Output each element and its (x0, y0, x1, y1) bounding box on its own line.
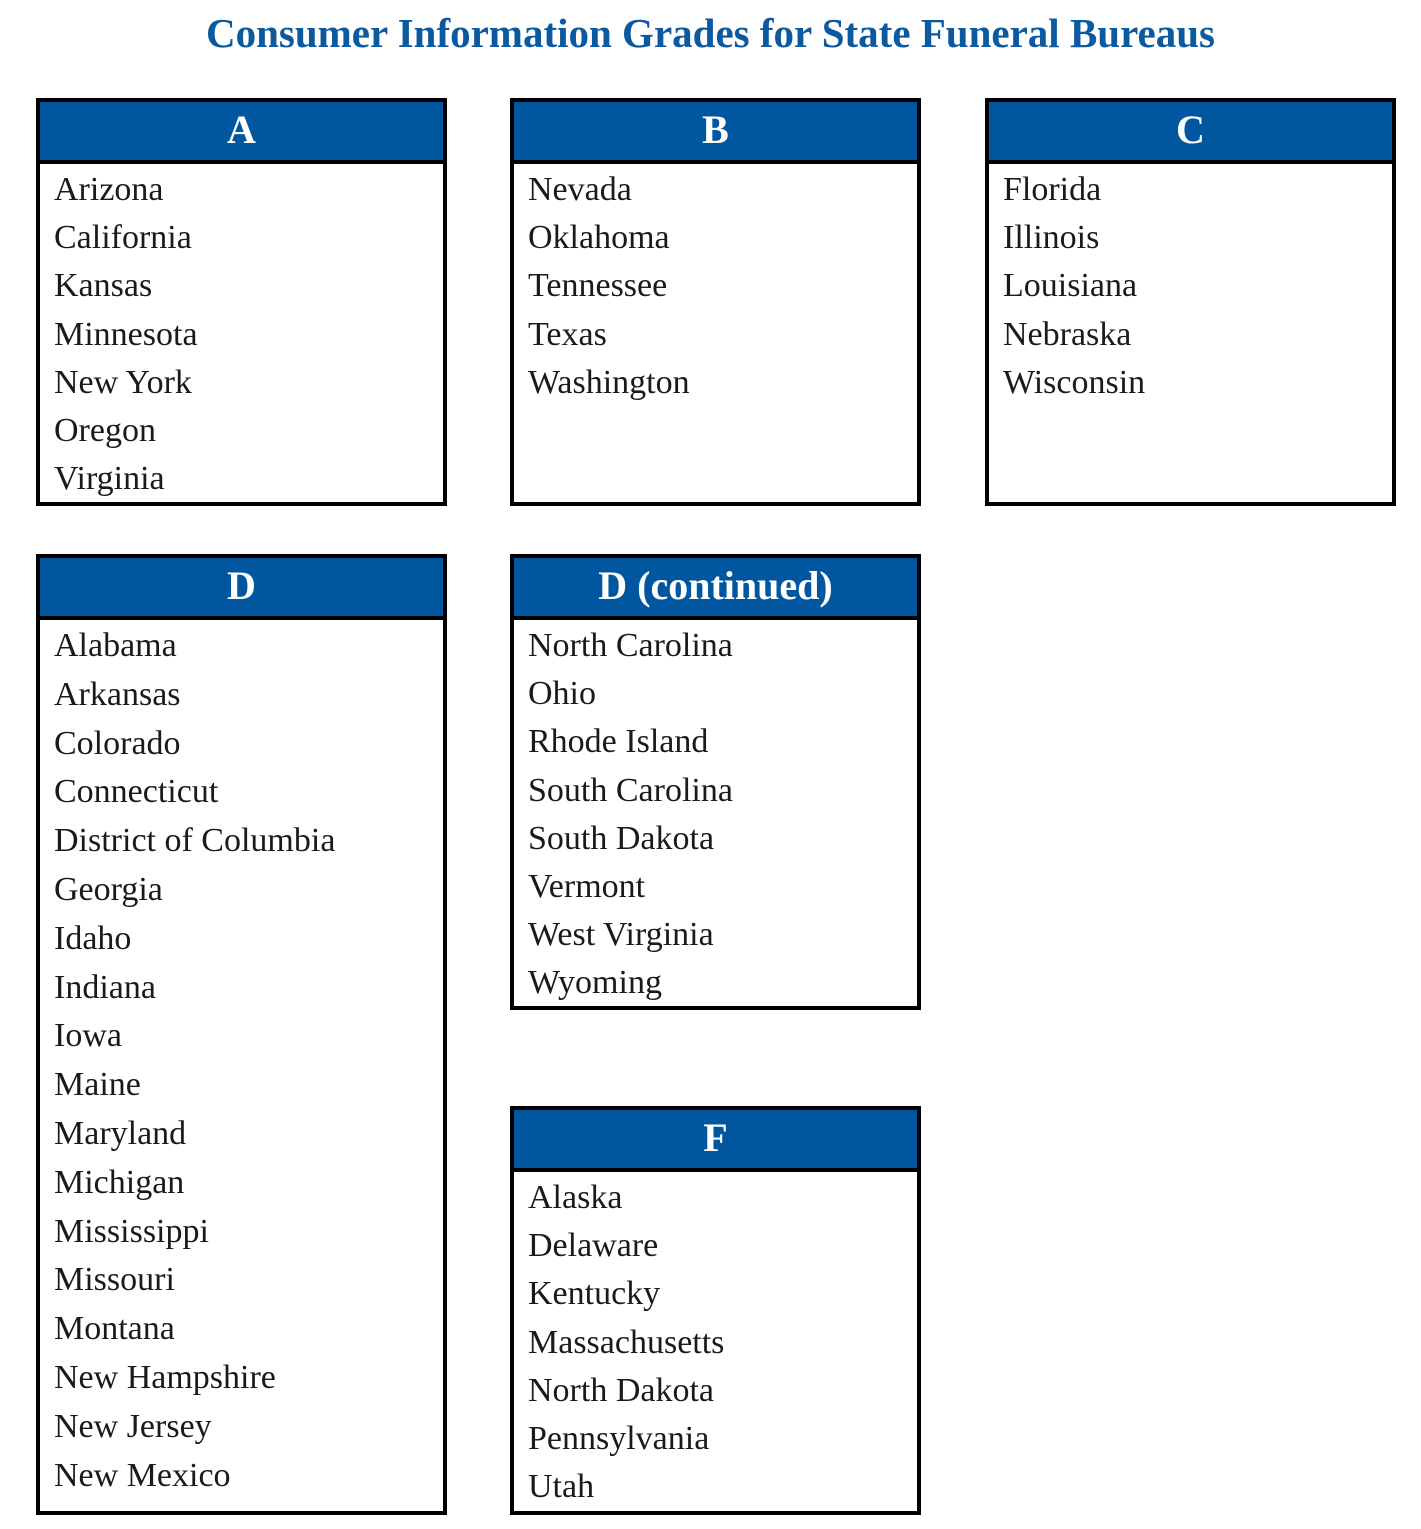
page-title: Consumer Information Grades for State Funeral Bureaus (205, 10, 1216, 56)
grade-a-box (36, 98, 447, 506)
state-list-item: Arizona (54, 171, 164, 208)
state-list-item: Alabama (54, 627, 177, 664)
grade-d-continued-state-list (514, 620, 917, 1008)
grade-f-state-list (514, 1172, 917, 1511)
grade-b-header: B (514, 102, 917, 164)
grade-f-box (510, 1106, 921, 1515)
grade-d-box (36, 554, 447, 1515)
state-list-item: Michigan (54, 1163, 185, 1201)
state-list-item: Nebraska (1003, 315, 1132, 353)
state-list-item: Oregon (54, 412, 156, 450)
state-list-item: Tennessee (528, 267, 668, 305)
grade-d-state-list (40, 620, 443, 1500)
state-list-item: Minnesota (54, 315, 198, 353)
state-list-item: South Dakota (528, 819, 715, 857)
state-list-item: Alaska (528, 1179, 623, 1216)
state-list-item: New Jersey (54, 1407, 212, 1445)
state-list-item: New Hampshire (54, 1358, 276, 1396)
state-list-item: Utah (528, 1468, 595, 1506)
state-list-item: Florida (1003, 171, 1102, 208)
grade-f-header: F (514, 1110, 917, 1172)
state-list-item: Louisiana (1003, 267, 1138, 305)
state-list-item: Oklahoma (528, 219, 670, 257)
state-list-item: Idaho (54, 919, 132, 957)
grade-b-state-list (514, 164, 917, 407)
state-list-item: Massachusetts (528, 1323, 725, 1361)
state-list-item: Nevada (528, 171, 632, 208)
grade-c-box (985, 98, 1396, 506)
state-list-item: Texas (528, 315, 607, 353)
state-list-item: Washington (528, 363, 690, 401)
state-list-item: Rhode Island (528, 723, 709, 761)
state-list-item: California (54, 219, 192, 257)
state-list-item: North Dakota (528, 1371, 715, 1409)
state-list-item: Indiana (54, 968, 156, 1006)
state-list-item: Vermont (528, 868, 646, 906)
state-list-item: Illinois (1003, 219, 1100, 257)
grade-a-state-list (40, 164, 443, 503)
state-list-item: District of Columbia (54, 822, 336, 860)
state-list-item: North Carolina (528, 627, 733, 664)
grade-c-state-list (989, 164, 1392, 407)
state-list-item: New York (54, 363, 192, 401)
grade-a-header: A (40, 102, 443, 164)
state-list-item: Colorado (54, 724, 181, 762)
state-list-item: Georgia (54, 870, 163, 908)
state-list-item: Mississippi (54, 1212, 209, 1250)
state-list-item: Connecticut (54, 773, 219, 811)
state-list-item: Kansas (54, 267, 153, 305)
state-list-item: Arkansas (54, 675, 181, 713)
state-list-item: Maine (54, 1066, 141, 1104)
state-list-item: Wisconsin (1003, 363, 1146, 401)
state-list-item: Maryland (54, 1114, 187, 1152)
state-list-item: Wyoming (528, 964, 662, 1002)
state-list-item: Kentucky (528, 1275, 661, 1313)
state-list-item: Virginia (54, 460, 165, 498)
grade-c-header: C (989, 102, 1392, 164)
state-list-item: West Virginia (528, 916, 714, 954)
grade-d-continued-header: D (continued) (514, 558, 917, 620)
grade-d-continued-box (510, 554, 921, 1010)
grade-b-box (510, 98, 921, 506)
state-list-item: Pennsylvania (528, 1420, 710, 1458)
state-list-item: Montana (54, 1310, 175, 1348)
state-list-item: New Mexico (54, 1456, 231, 1494)
grade-d-header: D (40, 558, 443, 620)
state-list-item: Iowa (54, 1017, 122, 1055)
state-list-item: Delaware (528, 1227, 659, 1265)
state-list-item: Missouri (54, 1261, 175, 1299)
state-list-item: Ohio (528, 675, 596, 713)
state-list-item: South Carolina (528, 771, 733, 809)
